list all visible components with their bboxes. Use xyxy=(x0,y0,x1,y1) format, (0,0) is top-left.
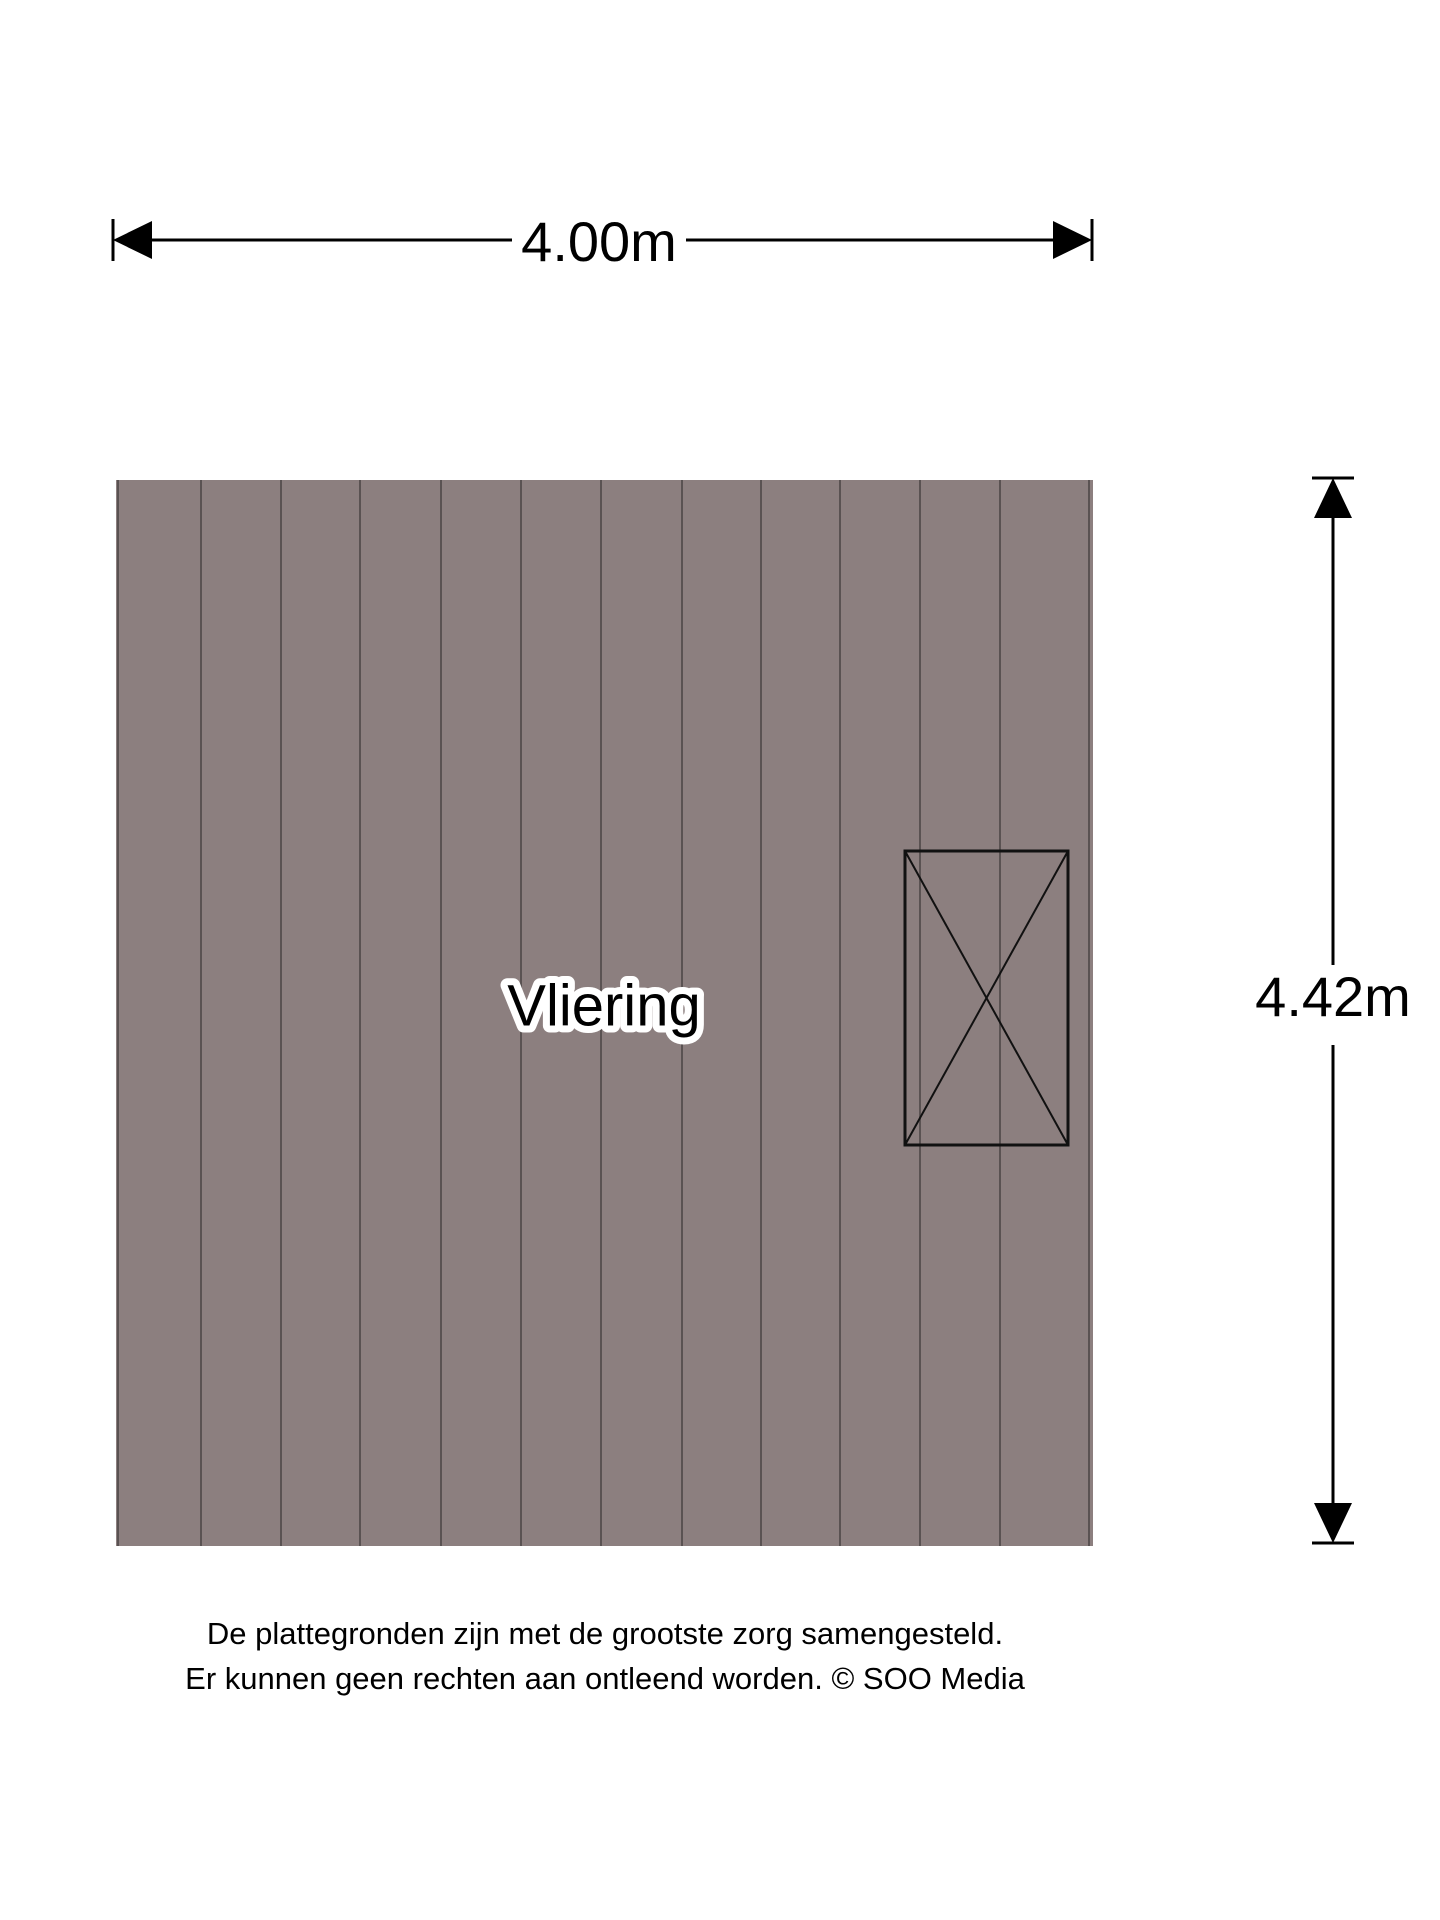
width-dimension xyxy=(113,210,1092,273)
room-vliering xyxy=(116,480,1093,1546)
height-label: 4.42m xyxy=(1255,964,1411,1028)
height-arrow-top-icon xyxy=(1314,478,1352,518)
height-arrow-bottom-icon xyxy=(1314,1503,1352,1543)
height-dimension xyxy=(1255,478,1411,1543)
disclaimer-line-2: Er kunnen geen rechten aan ontleend worden. © SOO Media xyxy=(185,1661,1025,1696)
room-name: Vliering xyxy=(507,973,701,1039)
disclaimer-line-1: De plattegronden zijn met de grootste zorg samengesteld. xyxy=(206,1616,1004,1651)
width-label: 4.00m xyxy=(521,209,677,273)
width-arrow-left-icon xyxy=(113,221,152,259)
width-arrow-right-icon xyxy=(1053,221,1092,259)
